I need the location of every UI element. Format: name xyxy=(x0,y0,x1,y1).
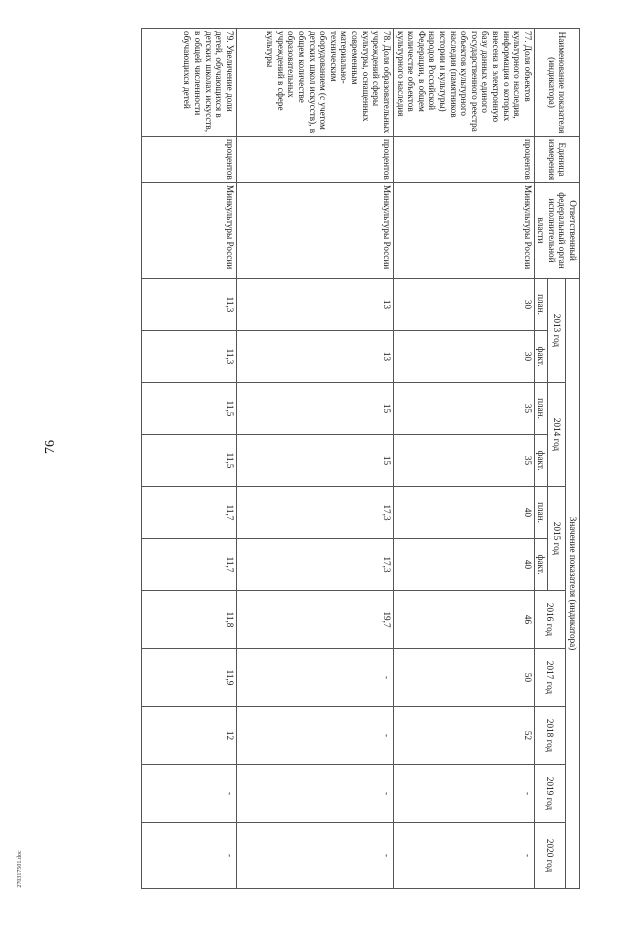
value-2015-plan: 11,7 xyxy=(141,487,236,539)
header-values-group: Значение показателя (индикатора) xyxy=(566,279,580,889)
header-name: Наименование показателя (индикатора) xyxy=(534,29,579,137)
header-2015-fact: факт. xyxy=(534,539,548,591)
document-id: 270317501.doc xyxy=(17,850,23,888)
header-2014-fact: факт. xyxy=(534,435,548,487)
value-2017: 50 xyxy=(393,649,534,707)
value-2013-fact: 11,3 xyxy=(141,331,236,383)
value-2014-plan: 15 xyxy=(236,383,393,435)
header-2020: 2020 год xyxy=(534,823,566,889)
org-cell: Минкультуры России xyxy=(141,183,236,279)
value-2014-plan: 11,5 xyxy=(141,383,236,435)
org-cell: Минкультуры России xyxy=(236,183,393,279)
value-2014-plan: 35 xyxy=(393,383,534,435)
header-2015-plan: план. xyxy=(534,487,548,539)
value-2020: - xyxy=(236,823,393,889)
value-2016: 46 xyxy=(393,591,534,649)
value-2014-fact: 11,5 xyxy=(141,435,236,487)
header-2013: 2013 год xyxy=(548,279,566,383)
indicator-name-cell xyxy=(236,29,393,137)
value-2019: - xyxy=(141,765,236,823)
value-2018: - xyxy=(236,707,393,765)
value-2015-fact: 11,7 xyxy=(141,539,236,591)
indicator-name: Доля объектов культурного наследия, информация о которых внесена в электронную базу данных единого государственного реестра объектов культурного наследия (памятников истории и культуры) народов Российской Федерации, в общем количестве объектов культурного наследия xyxy=(395,31,533,132)
value-2016: 11,8 xyxy=(141,591,236,649)
header-2017: 2017 год xyxy=(534,649,566,707)
indicators-table xyxy=(141,28,580,889)
value-2013-plan: 30 xyxy=(393,279,534,331)
table-row xyxy=(141,29,236,889)
value-2013-fact: 30 xyxy=(393,331,534,383)
rotated-table-container xyxy=(122,28,580,888)
indicator-name-cell xyxy=(141,29,236,137)
header-org: Ответственный федеральный орган исполнительной власти xyxy=(534,183,579,279)
org-cell: Минкультуры России xyxy=(393,183,534,279)
value-2015-fact: 40 xyxy=(393,539,534,591)
header-2019: 2019 год xyxy=(534,765,566,823)
value-2020: - xyxy=(141,823,236,889)
value-2019: - xyxy=(393,765,534,823)
unit-cell: процентов xyxy=(141,137,236,183)
value-2014-fact: 35 xyxy=(393,435,534,487)
indicator-name-cell xyxy=(393,29,534,137)
header-2015: 2015 год xyxy=(548,487,566,591)
header-2016: 2016 год xyxy=(534,591,566,649)
value-2015-plan: 17,3 xyxy=(236,487,393,539)
row-index: 79. xyxy=(224,31,235,43)
value-2015-plan: 40 xyxy=(393,487,534,539)
value-2013-plan: 13 xyxy=(236,279,393,331)
value-2018: 12 xyxy=(141,707,236,765)
page-number: 76 xyxy=(43,440,58,454)
value-2014-fact: 15 xyxy=(236,435,393,487)
value-2016: 19,7 xyxy=(236,591,393,649)
header-2014: 2014 год xyxy=(548,383,566,487)
indicator-name: Доля образовательных учреждений сферы культуры, оснащенных современным материально-техническим оборудованием (с учетом детских школ искусств), в общем количестве образовательных учреждений в сфере культуры xyxy=(265,31,392,134)
value-2019: - xyxy=(236,765,393,823)
header-2018: 2018 год xyxy=(534,707,566,765)
header-2014-plan: план. xyxy=(534,383,548,435)
unit-cell: процентов xyxy=(393,137,534,183)
indicator-name: Увеличение доли детей, обучающихся в детских школах искусств, в общей численности обучающихся детей xyxy=(182,31,235,133)
value-2018: 52 xyxy=(393,707,534,765)
header-2013-plan: план. xyxy=(534,279,548,331)
value-2013-plan: 11,3 xyxy=(141,279,236,331)
value-2017: 11,9 xyxy=(141,649,236,707)
header-2013-fact: факт. xyxy=(534,331,548,383)
value-2015-fact: 17,3 xyxy=(236,539,393,591)
row-index: 77. xyxy=(522,31,533,43)
value-2020: - xyxy=(393,823,534,889)
unit-cell: процентов xyxy=(236,137,393,183)
table-row xyxy=(393,29,534,889)
header-unit: Единица измерения xyxy=(534,137,579,183)
table-row xyxy=(236,29,393,889)
row-index: 78. xyxy=(381,31,392,43)
value-2013-fact: 13 xyxy=(236,331,393,383)
value-2017: - xyxy=(236,649,393,707)
